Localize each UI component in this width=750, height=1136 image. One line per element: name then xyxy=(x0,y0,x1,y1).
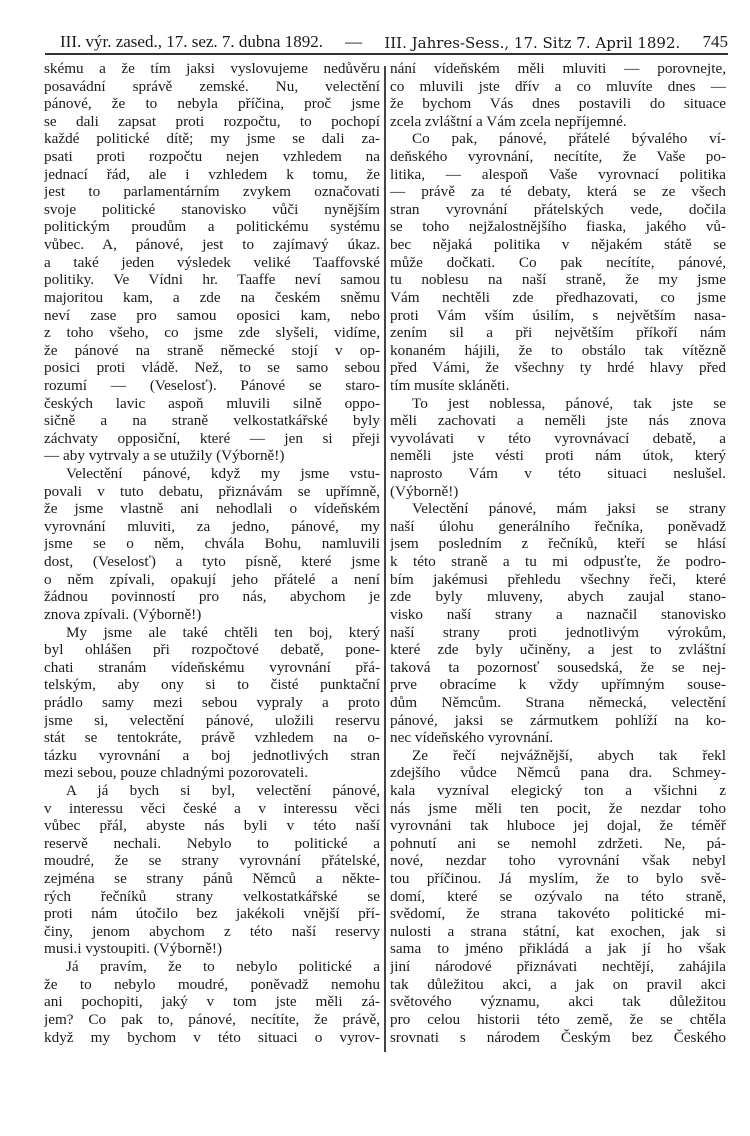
text-line: vyrovnání mluviti, za jedno, pánové, my xyxy=(44,517,380,535)
text-line: které zde byly učiněny, a jest to zvláštní xyxy=(390,641,726,659)
text-line: srovnati s národem Českým bez Českého xyxy=(390,1028,726,1046)
text-line: znova zpívali. (Výborně!) xyxy=(44,605,202,623)
text-line: Co pak, pánové, přátelé bývalého ví- xyxy=(412,130,726,148)
text-line: musi.i vystoupiti. (Výborně!) xyxy=(44,940,223,958)
text-line: z toho všeho, co jsme zde slyšeli, vidíme, xyxy=(44,324,380,342)
text-line: zde byly mluveny, abych zaujal stano- xyxy=(390,588,726,606)
text-line: visko naší strany a naznačil stanovisko xyxy=(390,605,726,623)
text-line: rozumí — (Veselosť). Pánové se staro- xyxy=(44,376,380,394)
text-line: svoje politické stanovisko vůči nynějším xyxy=(44,200,380,218)
text-line: jednací řád, ale i vzhledem k tomu, že xyxy=(44,165,380,183)
text-line: konaném hájili, že to obstálo tak vítězně xyxy=(390,341,726,359)
text-line: prádlo samy mezi sebou vypraly a proto xyxy=(44,693,380,711)
text-line: — právě za té debaty, která se ze všech xyxy=(390,183,726,201)
text-line: jest to parlamentárním zvykem označovati xyxy=(44,183,380,201)
text-line: nulosti a strana státní, kat exochen, jak si xyxy=(390,922,726,940)
text-line: deňského vyrovnání, necítíte, že Vaše po- xyxy=(390,148,726,166)
text-line: dost, (Veselosť) a tyto písně, které jsme xyxy=(44,553,380,571)
text-line: a také jeden výsledek veliké Taaffovské xyxy=(44,253,380,271)
text-line: vyrovnáni tak hluboce jej dojal, že téměř xyxy=(390,817,726,835)
text-line: moudré, že se strany vyrovnání přátelské, xyxy=(44,852,380,870)
text-line: tím musíte skláněti. xyxy=(390,376,510,394)
text-line: stran vyrovnání přátelských vede, dočila xyxy=(390,200,726,218)
text-line: Já pravím, že to nebylo politické a xyxy=(66,958,380,976)
text-line: rých řečníků strany velkostatkářské se xyxy=(44,887,380,905)
text-line: jsme se o něm, chvála Bohu, namluvili xyxy=(44,535,380,553)
text-line: dům Němcům. Strana německá, velectění xyxy=(390,693,726,711)
text-line: svědomí, že strana takovéto politické mi- xyxy=(390,905,726,923)
text-line: že jsme vlastně ani nehodlali o vídeňském xyxy=(44,500,380,518)
text-line: naší strany proti jednotlivým výrokům, xyxy=(390,623,726,641)
text-line: zejména se strany pánů Němců a někte- xyxy=(44,870,380,888)
text-line: může dočkati. Co pak necítíte, pánové, xyxy=(390,253,726,271)
text-line: taková ta pozornosť sousedská, že se nej- xyxy=(390,658,726,676)
text-line: že pánové na straně německé stojí v op- xyxy=(44,341,380,359)
text-line: záchvaty opposiční, které — jen si přeji xyxy=(44,429,380,447)
text-line: pro celou historii této země, že se chtěla xyxy=(390,1010,726,1028)
text-line: mezi sebou, pouze chladnými pozorovateli. xyxy=(44,764,309,782)
text-line: tázku vyrovnání a boj jednotlivých stran xyxy=(44,746,380,764)
text-line: Ze řečí nejvážnější, abych tak řekl xyxy=(412,746,726,764)
text-line: neměli jste vésti proti nám útok, který xyxy=(390,447,726,465)
text-line: neví zase pro samou oposici kam, nebo xyxy=(44,306,380,324)
text-line: vyvolávati v této vyrovnávací debatě, a xyxy=(390,429,726,447)
text-line: domí, které se ozývalo na této straně, xyxy=(390,887,726,905)
text-line: bím jakémusi přehledu všechny řeči, které xyxy=(390,570,726,588)
text-line: se toho nejžalostnějšího fiaska, jakého vů- xyxy=(390,218,726,236)
text-line: pánové, jaksi se zármutkem pohlíží na ko- xyxy=(390,711,726,729)
text-line: (Výborně!) xyxy=(390,482,459,500)
text-line: co mluvili jste dřív a co mluvíte dnes — xyxy=(390,77,726,95)
text-line: pohnutí ani se nemohl zdržeti. Ne, pá- xyxy=(390,834,726,852)
text-line: reservě nechali. Nebylo to politické a xyxy=(44,834,380,852)
text-line: světového významu, akci tak důležitou xyxy=(390,993,726,1011)
text-line: litika, — alespoň Vaše vyrovnací politika xyxy=(390,165,726,183)
text-line: byl ohlášen při rozpočtové debatě, pone- xyxy=(44,641,380,659)
text-line: českých lavic aspoň mluvili silně oppo- xyxy=(44,394,380,412)
text-line: My jsme ale také chtěli ten boj, který xyxy=(66,623,380,641)
text-line: v interessu věci české a v interessu věci xyxy=(44,799,380,817)
text-column-left xyxy=(44,60,380,1046)
text-line: kala vyzníval elegický ton a všichni z xyxy=(390,781,726,799)
text-line: ani pochopiti, jaký v tom jste měli zá- xyxy=(44,993,380,1011)
text-line: telským, aby ony si to čisté punktační xyxy=(44,676,380,694)
text-line: vůbec přál, abyste nás byli v této naší xyxy=(44,817,380,835)
text-line: když my bychom v této situaci o vyrov- xyxy=(44,1028,380,1046)
running-header xyxy=(60,30,728,52)
text-line: že to nebylo moudré, poněvadž nemohu xyxy=(44,975,380,993)
text-line: tu noblesu na naší straně, že my jsme xyxy=(390,271,726,289)
text-line: sičně a na straně velkostatkářské byly xyxy=(44,412,380,430)
text-line: To jest noblessa, pánové, tak jste se xyxy=(412,394,726,412)
text-line: jem? Co pak to, pánové, necítíte, že právě, xyxy=(44,1010,380,1028)
text-line: naší úlohu generálního řečníka, poněvadž xyxy=(390,517,726,535)
column-separator xyxy=(384,66,386,1052)
text-line: Velectění pánové, když my jsme vstu- xyxy=(66,465,380,483)
text-line: Velectění pánové, mám jaksi se strany xyxy=(412,500,726,518)
text-line: majoritou kam, a zde na českém sněmu xyxy=(44,288,380,306)
text-line: skému a že tím jaksi vyslovujeme nedůvěru xyxy=(44,60,380,77)
text-line: nové, nezdar toho vyrovnání však nebyl xyxy=(390,852,726,870)
text-line: jiní národové přiznávati nechtějí, zahájila xyxy=(390,958,726,976)
text-line: sama to jméno přikládá a jak jí ho však xyxy=(390,940,726,958)
text-line: se dali zapsat proti rozpočtu, to pochopí xyxy=(44,112,380,130)
text-line: pánové, že to nebyla příčina, proč jsme xyxy=(44,95,380,113)
text-line: tou příčinou. Já myslím, že to bylo svě- xyxy=(390,870,726,888)
header-czech: III. výr. zased., 17. sez. 7. dubna 1892. xyxy=(60,32,323,51)
header-german: III. Jahres-Sess., 17. Sitz 7. April 1892. xyxy=(384,34,681,52)
text-line: jsme si, velectění pánové, uložili reservu xyxy=(44,711,380,729)
text-line: povali v tuto debatu, přiznávám se upřímně, xyxy=(44,482,380,500)
text-line: psati proti rozpočtu nejen vzhledem na xyxy=(44,148,380,166)
text-line: zcela zvláštní a Vám zcela nepříjemné. xyxy=(390,112,627,130)
text-line: před Vámi, že všechny ty hrdé hlavy před xyxy=(390,359,726,377)
page-number: 745 xyxy=(702,32,728,51)
text-line: zením sil a při největším příkoří nám xyxy=(390,324,726,342)
text-line: nec vídeňského vyrovnání. xyxy=(390,729,554,747)
text-line: naprosto Vám v této situaci neslušel. xyxy=(390,465,726,483)
text-line: nás jsme měli ten pocit, že nezdar toho xyxy=(390,799,726,817)
header-dash: — xyxy=(345,32,363,51)
text-line: proti nám útočilo bez jakékoli vnější pří- xyxy=(44,905,380,923)
text-line: proti Vám vším úsilím, s největším nasa- xyxy=(390,306,726,324)
text-line: k této straně a tu mi odpusťte, že podro- xyxy=(390,553,726,571)
text-line: posici proti vládě. Než, to se samo sebou xyxy=(44,359,380,377)
text-line: A já bych si byl, velectění pánové, xyxy=(66,781,380,799)
text-line: jsem posledním z řečníků, kteří se hlásí xyxy=(390,535,726,553)
text-line: žádnou povinností pro nás, abychom je xyxy=(44,588,380,606)
text-line: — aby vytrvaly a se utužily (Výborně!) xyxy=(44,447,285,465)
text-line: každé politické dítě; my jsme se dali za- xyxy=(44,130,380,148)
text-line: zdejšího vůdce Němců pana dra. Schmey- xyxy=(390,764,726,782)
text-column-right xyxy=(390,60,726,1046)
text-line: politickým proudům a politickému systému xyxy=(44,218,380,236)
text-line: že bychom Vás dnes postavili do situace xyxy=(390,95,726,113)
header-rule xyxy=(45,53,728,55)
text-line: politiky. Ve Vídni hr. Taaffe neví samou xyxy=(44,271,380,289)
text-line: stát se tentokráte, právě vzhledem na o- xyxy=(44,729,380,747)
text-line: prve obracíme k vždy upřímným souse- xyxy=(390,676,726,694)
text-line: Vám nechtěli zde předhazovati, co jsme xyxy=(390,288,726,306)
text-line: o něm zpívali, opakují jeho přátelé a není xyxy=(44,570,380,588)
text-line: tak důležitou akci, a jak on pravil akci xyxy=(390,975,726,993)
text-line: chati stranám vídeňskému vyrovnání přá- xyxy=(44,658,380,676)
text-line: činy, jenom abychom z této naší reservy xyxy=(44,922,380,940)
text-line: vůbec. A, pánové, jest to zajímavý úkaz. xyxy=(44,236,380,254)
text-line: nání vídeňském měli mluviti — porovnejte, xyxy=(390,60,726,77)
text-line: posavádní správě zemské. Nu, velectění xyxy=(44,77,380,95)
text-line: bec nějaká politika v nějakém státě se xyxy=(390,236,726,254)
text-line: měli zachovati a neměli jste nás znova xyxy=(390,412,726,430)
